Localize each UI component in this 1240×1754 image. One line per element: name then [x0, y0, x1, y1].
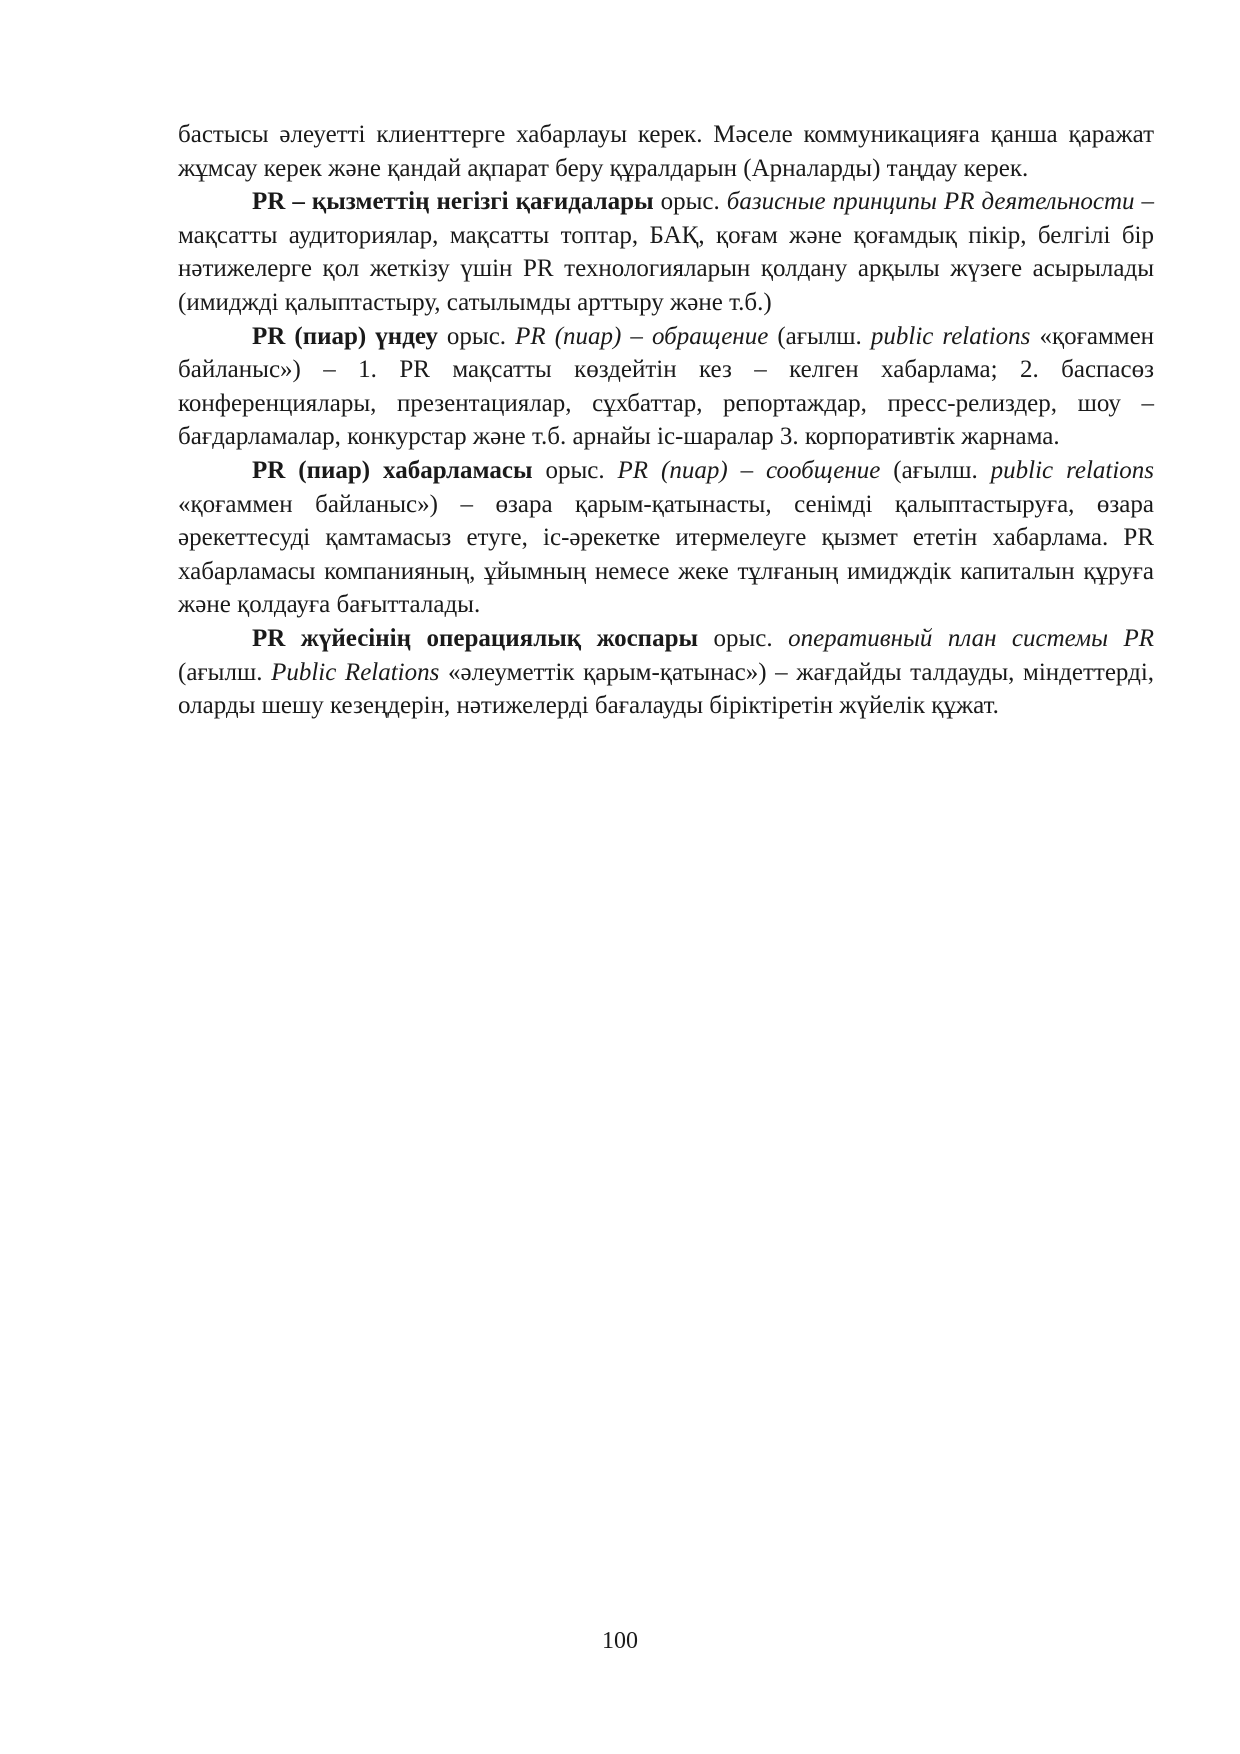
- entry-definition: «қоғаммен байланыс») – өзара қарым-қатынасты, сенімді қалыптастыруға, өзара әрекеттесуді қамтамасыз етуге, іс-әрекетке итермелеуге қызмет ететін хабарлама. PR хабарламасы компанияның, ұйымның немесе жеке тұлғаның имидждік капиталын құруға және қолдауға бағытталады.: [178, 490, 1154, 619]
- entry-term: PR (пиар) үндеу: [252, 322, 438, 350]
- ru-prefix: орыс.: [446, 322, 507, 350]
- paragraph-continuation: [178, 118, 1154, 185]
- entry-term: PR – қызметтің негізгі қағидалары: [252, 188, 654, 216]
- page-number: 100: [602, 1628, 638, 1654]
- en-prefix: (ағылш.: [178, 658, 263, 686]
- entry-definition: «қоғаммен байланыс») – 1. PR мақсатты көздейтін кез – келген хабарлама; 2. баспасөз конференциялары, презентациялар, сұхбаттар, репортаждар, пресс-релиздер, шоу – бағдарламалар, конкурстар және т.б. арнайы іс-шаралар 3. корпоративтік жарнама.: [178, 322, 1155, 451]
- en-prefix: (ағылш.: [777, 322, 862, 350]
- ru-term: оперативный план системы PR: [788, 624, 1155, 652]
- entry-term: PR (пиар) хабарламасы: [252, 456, 533, 484]
- ru-term: PR (пиар) – сообщение: [617, 456, 881, 484]
- entry-definition: «әлеуметтік қарым-қатынас») – жағдайды талдауды, міндеттерді, оларды шешу кезеңдерін, нәтижелерді бағалауды біріктіретін жүйелік құжат.: [178, 658, 1155, 720]
- en-term: public relations: [870, 322, 1031, 350]
- glossary-entry-pr-message: [178, 454, 1154, 622]
- glossary-entry-pr-operational-plan: [178, 622, 1154, 723]
- ru-prefix: орыс.: [713, 624, 773, 652]
- glossary-entry-pr-appeal: [178, 320, 1154, 454]
- glossary-entry-pr-principles: [178, 185, 1154, 319]
- ru-term: PR (пиар) – обращение: [515, 322, 769, 350]
- en-prefix: (ағылш.: [893, 456, 978, 484]
- ru-prefix: орыс.: [660, 188, 720, 216]
- entry-term: PR жүйесінің операциялық жоспары: [252, 624, 699, 652]
- en-term: Public Relations: [271, 658, 440, 686]
- ru-term: базисные принципы PR деятельности: [726, 188, 1135, 216]
- paragraph-text: бастысы әлеуетті клиенттерге хабарлауы керек. Мәселе коммуникацияға қанша қаражат жұмсау керек және қандай ақпарат беру құралдарын (Арналарды) таңдау керек.: [178, 121, 1154, 182]
- en-term: public relations: [990, 456, 1155, 484]
- entry-definition: – мақсатты аудиториялар, мақсатты топтар, БАҚ, қоғам және қоғамдық пікір, белгілі бір нәтижелерге қол жеткізу үшін PR технологияларын қолдану арқылы жүзеге асырылады (имиджді қалыптастыру, сатылымды арттыру және т.б.): [178, 188, 1154, 316]
- page-body: [178, 118, 1154, 723]
- ru-prefix: орыс.: [545, 456, 605, 484]
